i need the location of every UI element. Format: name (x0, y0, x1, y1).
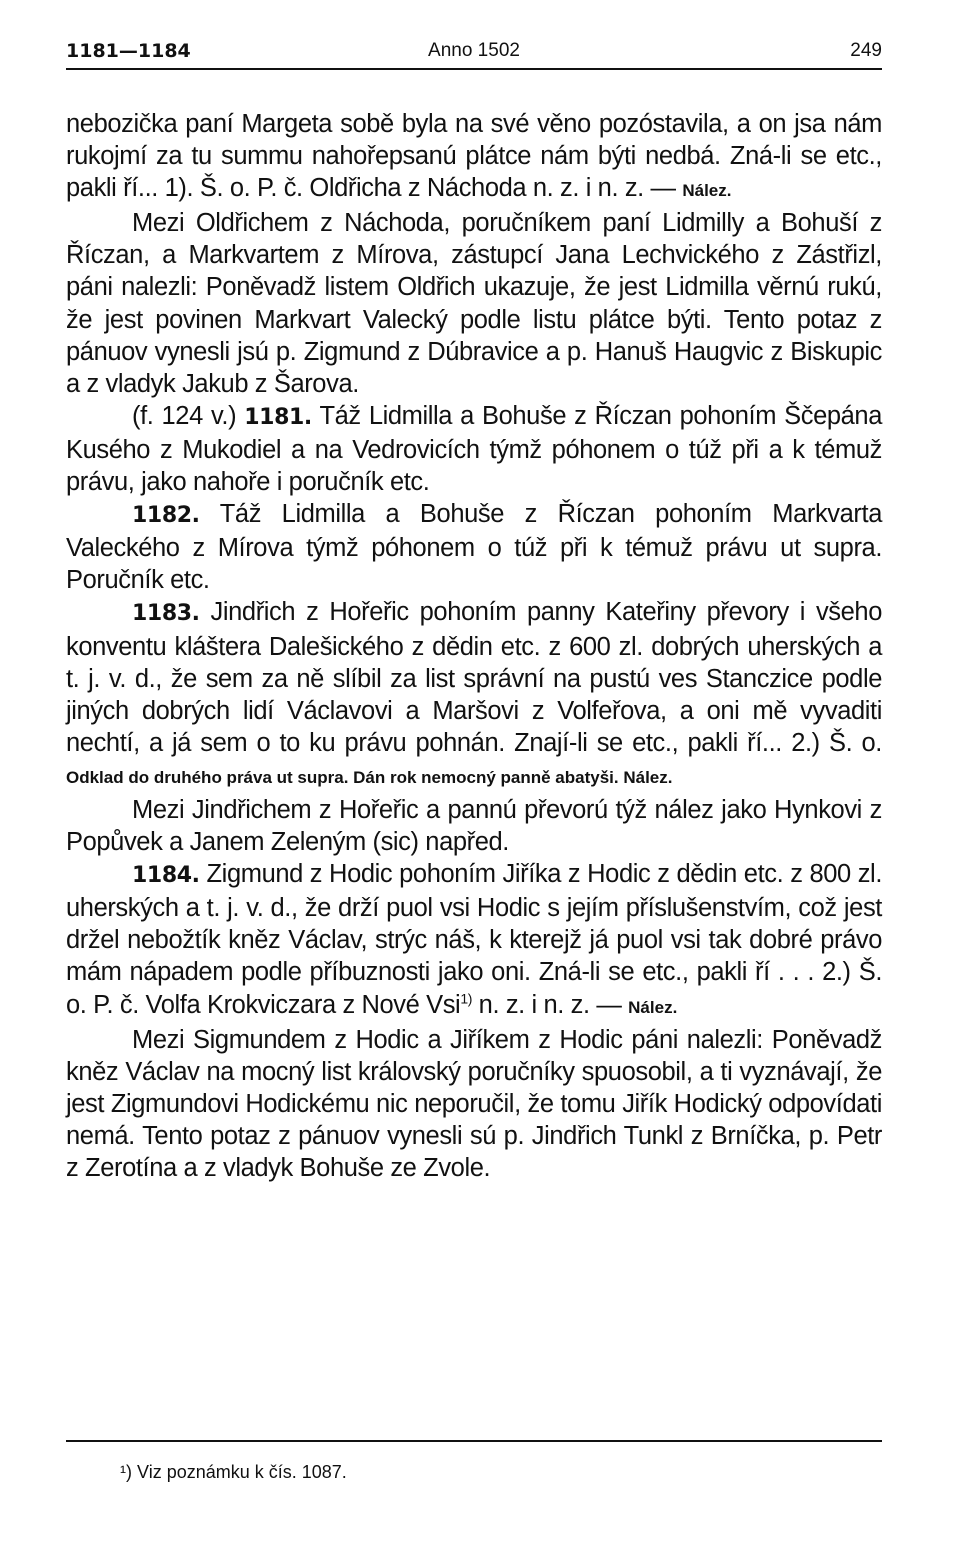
body-text (66, 108, 882, 1184)
footnote-divider (66, 1440, 882, 1442)
running-header (66, 34, 882, 70)
entry-number: 1182. (132, 503, 200, 529)
entry-number: 1183. (132, 601, 200, 627)
paragraph: Mezi Jindřichem z Hořeřic a pannú převorú týž nález jako Hynkovi z Popůvek a Janem Zeleným (sic) napřed. (66, 795, 882, 857)
paragraph: nebozička paní Margeta sobě byla na své věno pozóstavila, a on jsa nám rukojmí za tu summu nahořepsanú plátce nám býti nedbá. Zná-li se etc., pakli ří... 1). Š. o. P. č. Oldřicha z Náchoda n. z. i n. z. — Nález. (66, 110, 882, 203)
entry-range: 1181—1184 (66, 40, 191, 62)
paragraph: Mezi Oldřichem z Náchoda, poručníkem paní Lidmilly a Bohuší z Říczan, a Markvartem z Mírova, zástupcí Jana Lechvického z Zástřizl, páni nalezli: Poněvadž listem Oldřich ukazuje, že jest Lidmilla věrnú rukú, že jest povinen Markvart Valecký podle listu plátce býti. Tento potaz z pánuov vynesli jsú p. Zigmund z Dúbravice a p. Hanuš Haugvic z Biskupic a z vladyk Jakub z Šarova. (66, 209, 882, 398)
paragraph: Mezi Sigmundem z Hodic a Jiříkem z Hodic páni nalezli: Poněvadž kněz Václav na mocný list královský poručníky spuosobil, a ti vyznávají, že jest Zigmundovi Hodickému nic neporučil, že tomu Jiřík Hodický odpovídati nemá. Tento potaz z pánuov vynesli sú p. Jindřich Tunkl z Brníčka, p. Petr z Zerotína a z vladyk Bohuše ze Zvole. (66, 1025, 882, 1182)
entry-1184: 1184. Zigmund z Hodic pohoním Jiříka z Hodic z dědin etc. z 800 zl. uherských a t. j. v. d., že drží puol vsi Hodic s jejím příslušenstvím, což jest držel nebožtík kněz Václav, strýc náš, k kterejž já puol vsi tak dobré právo mám nápadem podle příbuznosti jako oni. Zná-li se etc., pakli ří . . . 2.) Š. o. P. č. Volfa Krokviczara z Nové Vsi$^{1)}$ n. z. i n. z. — Nález. (66, 860, 882, 1019)
footnote-ref: 1) (460, 990, 472, 1007)
entry-1182: 1182. Táž Lidmilla a Bohuše z Říczan pohoním Markvarta Valeckého z Mírova týmž póhonem o túž při k témuž právu ut supra. Poručník etc. (66, 500, 882, 595)
entry-number: 1181. (244, 404, 312, 430)
page-number: 249 (850, 40, 882, 61)
entry-number: 1184. (132, 863, 200, 889)
entry-1181: (f. 124 v.) 1181. Táž Lidmilla a Bohuše z Říczan pohoním Ščepána Kusého z Mukodiel a na Vedrovicích týmž póhonem o túž při a k témuž právu, jako nahoře i poručník etc. (66, 401, 882, 497)
footnote: ¹) Viz poznámku k čís. 1087. (120, 1462, 347, 1482)
header-year: Anno 1502 (428, 40, 520, 61)
entry-1183: 1183. Jindřich z Hořeřic pohoním panny Kateřiny převory i všeho konventu kláštera Dalešického z dědin etc. z 600 zl. dobrých uherských a t. j. v. d., že sem za ně slíbil za list správní na pustú ves Stanczice podle jiných dobrých lidí Václavovi a Maršovi z Volfeřova, a oni mě vyvaditi nechtí, a já sem o to ku právu pohnán. Znají-li se etc., pakli ří... 2.) Š. o. Odklad do druhého práva ut supra. Dán rok nemocný panně abatyši. Nález. (66, 598, 882, 787)
